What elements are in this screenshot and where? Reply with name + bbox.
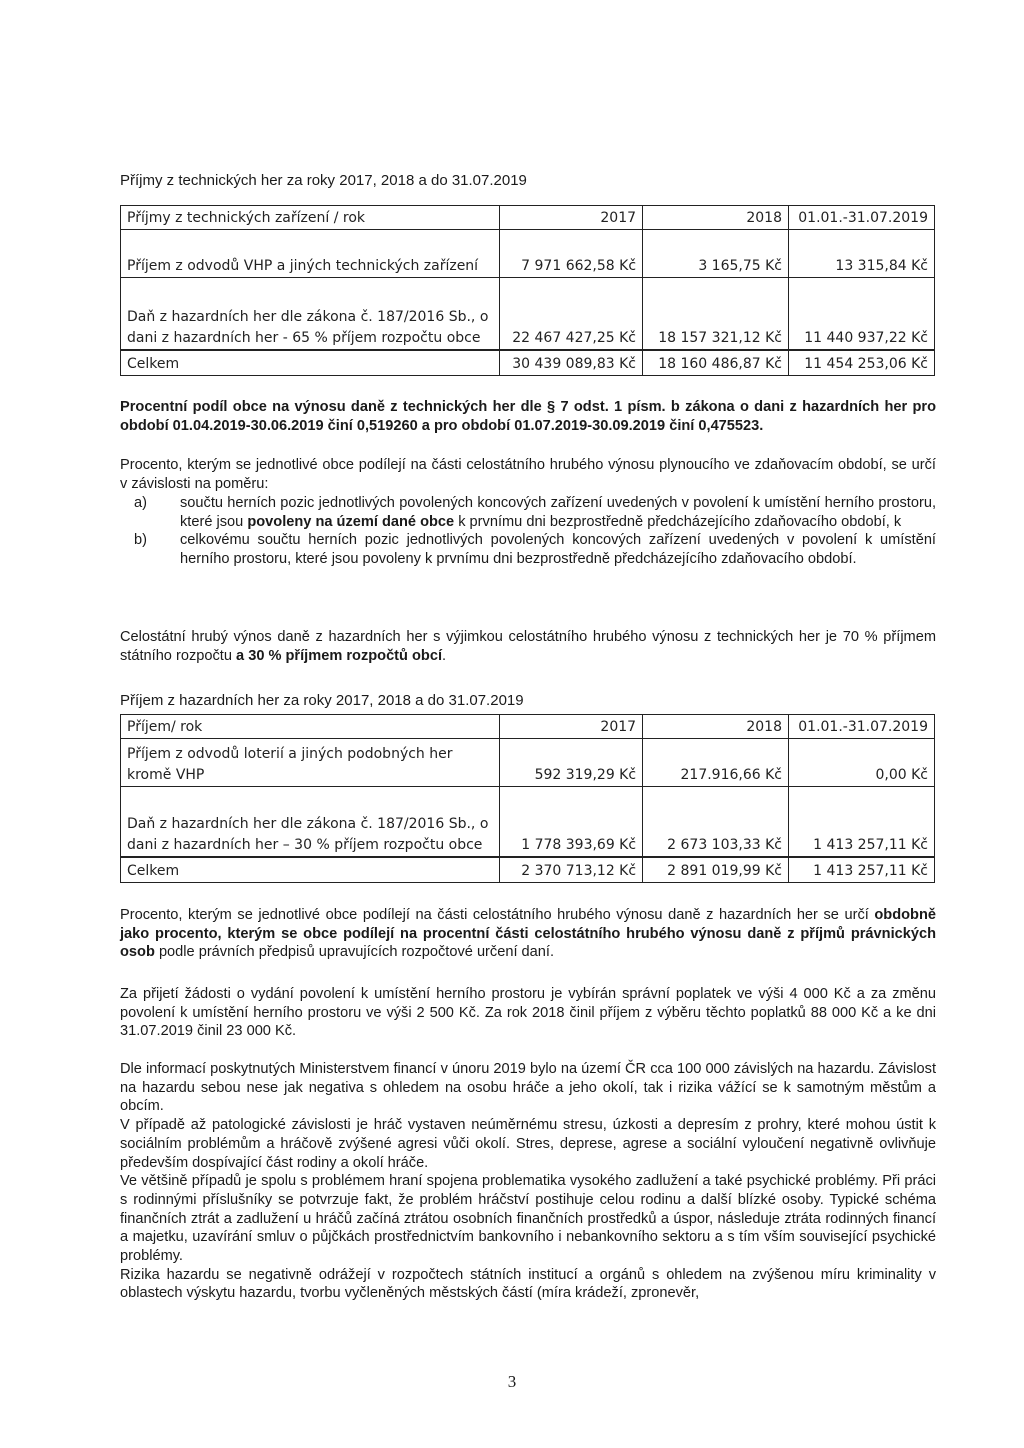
table-header-row	[121, 715, 935, 739]
table-row	[121, 230, 935, 278]
paragraph-text: Ve většině případů je spolu s problémem hraní spojena problematika vysokého zadlužení a také psychické problémy. Při práci s rodinnými příslušníky se potvrzuje fakt, že problém hráčství postihuje celou rodinu a další blízké osoby. Typické schéma finančních ztrát a zadlužení u hráčů začíná ztrátou osobních finančních prostředků a úspor, následuje ztráta rodinných financí a majetku, uzavírání smluv o půjčkách prostřednictvím bankovního i nebankovního sektoru a s tím vším související psychické problémy.	[120, 1173, 936, 1265]
list-item-bold-text: povoleny na území dané obce	[247, 513, 455, 530]
table-total-cell: Celkem	[121, 350, 500, 376]
table-cell: 22 467 427,25 Kč	[500, 278, 643, 350]
table-cell: 1 413 257,11 Kč	[789, 787, 935, 857]
paragraph-text: podle právních předpisů upravujících rozpočtové určení daní.	[158, 944, 555, 961]
paragraph-national-yield	[120, 628, 936, 665]
table-cell: Daň z hazardních her dle zákona č. 187/2016 Sb., o dani z hazardních her - 65 % příjem rozpočtu obce	[121, 278, 500, 350]
paragraph-text: Celostátní hrubý výnos daně z hazardních her s výjimkou celostátního hrubého výnosu z technických her je 70 % příjmem státního rozpočtu	[120, 629, 936, 664]
list-item-text: celkovému součtu herních pozic jednotlivých povolených koncových zařízení uvedených v povolení k umístění herního prostoru, které jsou povoleny k prvnímu dni bezprostředně předcházejícího zdaňovacího období.	[180, 532, 936, 568]
table-cell: 3 165,75 Kč	[643, 230, 789, 278]
paragraph-bold-text: obdobně jako procento, kterým se obce podílejí na procentní části celostátního hrubého výnosu daně z příjmů právnických osob	[120, 907, 936, 961]
table-row	[121, 739, 935, 787]
table-cell: 11 440 937,22 Kč	[788, 278, 934, 350]
table-cell: Příjem z odvodů loterií a jiných podobných her kromě VHP	[121, 739, 500, 787]
table-cell: Příjem z odvodů VHP a jiných technických zařízení	[121, 230, 500, 278]
table-cell: 2 673 103,33 Kč	[643, 787, 789, 857]
table-header-cell: 2017	[500, 715, 643, 739]
paragraph-text: V případě až patologické závislosti je hráč vystaven neúměrnému stresu, úzkosti a depresím z prohry, které mohou ústit k sociálním problémům a hráčově zvýšené agresi vůči okolí. Stres, deprese, agrese a sociální vyloučení negativně ovlivňuje především dospívající část rodiny a okolí hráče.	[120, 1117, 936, 1171]
paragraph-text: Dle informací poskytnutých Ministerstvem financí v únoru 2019 bylo na území ČR cca 100 000 závislých na hazardu. Závislost na hazardu sebou nese jak negativa s ohledem na osobu hráče a jeho okolí, tak i rizika vážící se k samotným městům a obcím.	[120, 1061, 936, 1115]
table-total-cell: 1 413 257,11 Kč	[789, 857, 935, 883]
table-cell: 0,00 Kč	[789, 739, 935, 787]
paragraph-text: .	[442, 647, 447, 664]
table-header-cell: Příjmy z technických zařízení / rok	[121, 206, 500, 230]
list-item-text: k prvnímu dni bezprostředně předcházejícího zdaňovacího období, k	[458, 513, 902, 530]
table-total-cell: 30 439 089,83 Kč	[500, 350, 643, 376]
paragraph-text: Rizika hazardu se negativně odrážejí v rozpočtech státních institucí a orgánů s ohledem na zvýšenou míru kriminality v oblastech výskytu hazardu, tvorbu vyčleněných městských částí (míra krádeží, zpronevěr,	[120, 1266, 936, 1302]
table-technical-games-income	[120, 205, 935, 376]
table-total-row	[121, 857, 935, 883]
table-cell: 13 315,84 Kč	[788, 230, 934, 278]
table-cell: 1 778 393,69 Kč	[500, 787, 643, 857]
paragraph-ratio-intro: Procento, kterým se jednotlivé obce podílejí na části celostátního hrubého výnosu plynoucího ve zdaňovacím období, se určí v závislosti na poměru:	[120, 457, 936, 492]
paragraph-text: Procento, kterým se jednotlivé obce podílejí na části celostátního hrubého výnosu daně z hazardních her se určí	[120, 907, 869, 923]
paragraph-municipal-share	[120, 906, 936, 962]
table-header-cell: 2018	[643, 206, 789, 230]
table-total-cell: Celkem	[121, 857, 500, 883]
table-row	[121, 278, 935, 350]
table-header-cell: 2017	[500, 206, 643, 230]
paragraph-administrative-fee: Za přijetí žádosti o vydání povolení k umístění herního prostoru je vybírán správní poplatek ve výši 4 000 Kč a za změnu povolení k umístění herního prostoru ve výši 2 500 Kč. Za rok 2018 činil příjem z výběru těchto poplatků 88 000 Kč a ke dni 31.07.2019 činil 23 000 Kč.	[120, 986, 936, 1040]
table-header-cell: 2018	[643, 715, 789, 739]
table-header-cell: Příjem/ rok	[121, 715, 500, 739]
table-header-cell: 01.01.-31.07.2019	[788, 206, 934, 230]
table-header-cell: 01.01.-31.07.2019	[789, 715, 935, 739]
page-number: 3	[507, 1372, 517, 1391]
table-cell: Daň z hazardních her dle zákona č. 187/2016 Sb., o dani z hazardních her – 30 % příjem rozpočtu obce	[121, 787, 500, 857]
paragraph-ministry-info	[120, 1060, 936, 1303]
table-gambling-income	[120, 714, 935, 883]
table-total-cell: 2 891 019,99 Kč	[643, 857, 789, 883]
list-item-a	[120, 494, 936, 531]
list-marker: b)	[134, 532, 147, 549]
table-cell: 7 971 662,58 Kč	[500, 230, 643, 278]
section-title-technical-games: Příjmy z technických her za roky 2017, 2018 a do 31.07.2019	[120, 172, 527, 189]
table-header-row	[121, 206, 935, 230]
paragraph-bold-text: a 30 % příjmem rozpočtů obcí	[236, 647, 443, 664]
table-cell: 18 157 321,12 Kč	[643, 278, 789, 350]
table-total-cell: 2 370 713,12 Kč	[500, 857, 643, 883]
table-total-cell: 11 454 253,06 Kč	[788, 350, 934, 376]
table-total-row	[121, 350, 935, 376]
list-item-text: součtu herních pozic jednotlivých povolených koncových zařízení uvedených v povolení k umístění herního prostoru, které jsou	[180, 495, 936, 530]
table-cell: 217.916,66 Kč	[643, 739, 789, 787]
table-total-cell: 18 160 486,87 Kč	[643, 350, 789, 376]
table-row	[121, 787, 935, 857]
list-item-b	[120, 531, 936, 568]
table-cell: 592 319,29 Kč	[500, 739, 643, 787]
list-ratio	[120, 494, 936, 569]
paragraph-percentage-share: Procentní podíl obce na výnosu daně z technických her dle § 7 odst. 1 písm. b zákona o dani z hazardních her pro období 01.04.2019-30.06.2019 činí 0,519260 a pro období 01.07.2019-30.09.2019 činí 0,475523.	[120, 399, 936, 434]
list-marker: a)	[134, 495, 147, 511]
section-title-gambling-income: Příjem z hazardních her za roky 2017, 2018 a do 31.07.2019	[120, 692, 524, 709]
